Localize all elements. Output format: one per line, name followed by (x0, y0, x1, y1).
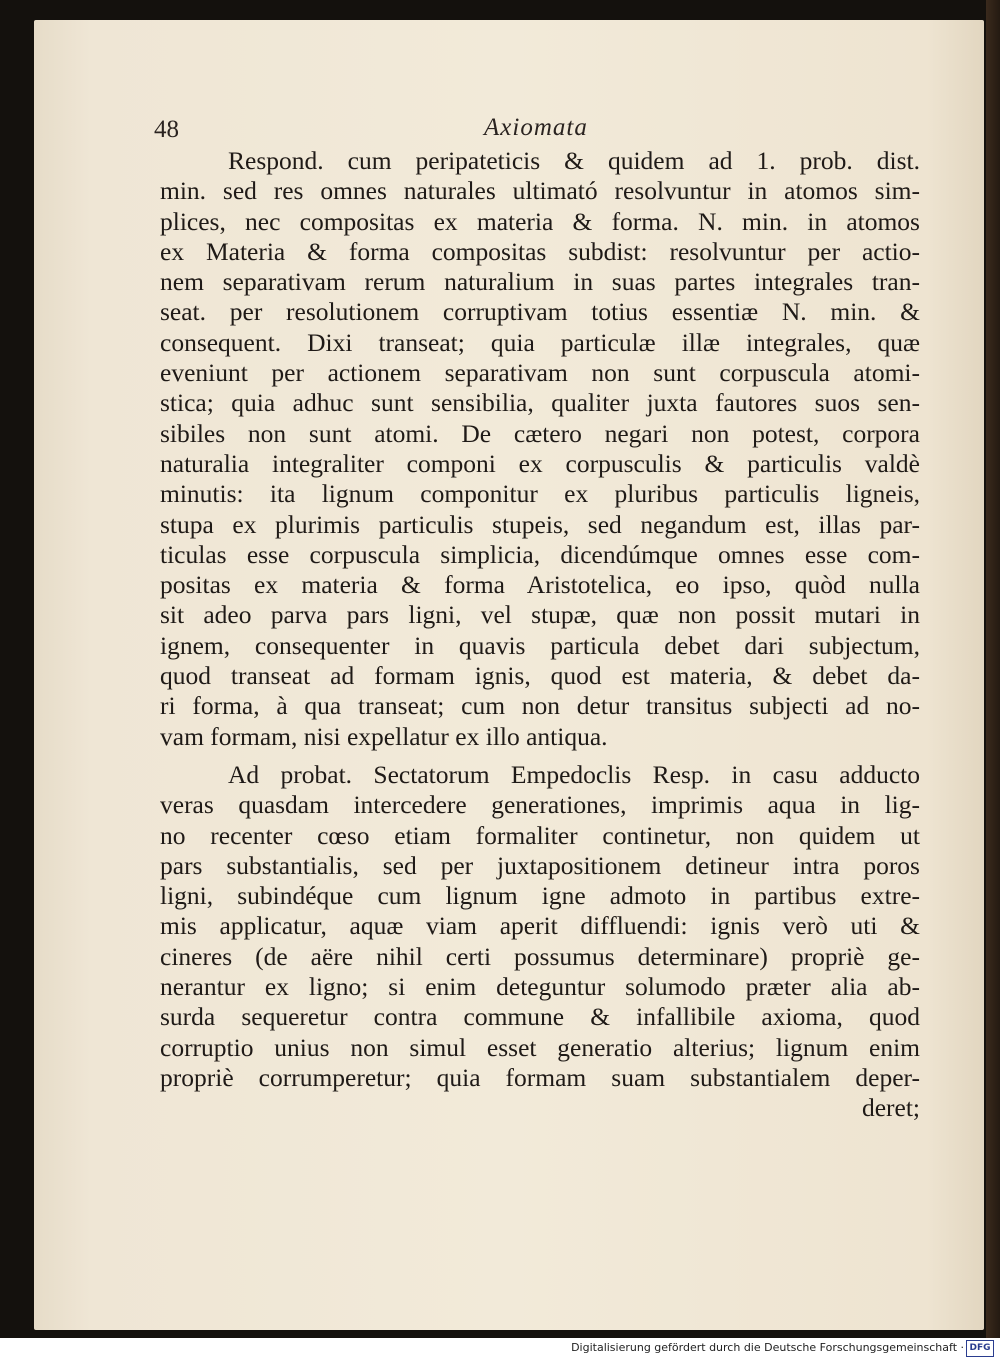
text-line: surda sequeretur contra commune & infallibile axioma, quod (160, 1002, 920, 1032)
text-line: veras quasdam intercedere generationes, imprimis aqua in lig- (160, 790, 920, 820)
text-line: ligni, subindéque cum lignum igne admoto in partibus extre- (160, 881, 920, 911)
body-text (160, 146, 920, 1124)
text-line: consequent. Dixi transeat; quia particulæ illæ integrales, quæ (160, 327, 920, 357)
running-head: Axiomata (484, 114, 588, 141)
text-line: ignem, consequenter in quavis particula debet dari subjectum, (160, 630, 920, 660)
text-line: eveniunt per actionem separativam non sunt corpuscula atomi- (160, 358, 920, 388)
dfg-logo-icon[interactable]: DFG (966, 1340, 994, 1357)
text-line: quod transeat ad formam ignis, quod est materia, & debet da- (160, 661, 920, 691)
text-line: corruptio unius non simul esset generatio alterius; lignum enim (160, 1032, 920, 1062)
text-line: seat. per resolutionem corruptivam totius essentiæ N. min. & (160, 297, 920, 327)
text-line: mis applicatur, aquæ viam aperit diffluendi: ignis verò uti & (160, 911, 920, 941)
text-line: cineres (de aëre nihil certi possumus determinare) propriè ge- (160, 941, 920, 971)
text-line: positas ex materia & forma Aristotelica, eo ipso, quòd nulla (160, 570, 920, 600)
text-line: pars substantialis, sed per juxtapositionem detineur intra poros (160, 850, 920, 880)
text-line: ri forma, à qua transeat; cum non detur transitus subjecti ad no- (160, 691, 920, 721)
text-line: vam formam, nisi expellatur ex illo antiqua. (160, 721, 608, 751)
text-line: ticulas esse corpuscula simplicia, dicendúmque omnes esse com- (160, 539, 920, 569)
text-line: sibiles non sunt atomi. De cætero negari non potest, corpora (160, 418, 920, 448)
text-line: min. sed res omnes naturales ultimató resolvuntur in atomos sim- (160, 176, 920, 206)
catchword: deret; (861, 1093, 920, 1123)
text-line: sit adeo parva pars ligni, vel stupæ, quæ non possit mutari in (160, 600, 920, 630)
text-line: nerantur ex ligno; si enim deteguntur solumodo præter alia ab- (160, 972, 920, 1002)
text-line: stupa ex plurimis particulis stupeis, sed negandum est, illas par- (160, 509, 920, 539)
text-line: nem separativam rerum naturalium in suas partes integrales tran- (160, 267, 920, 297)
text-line: stica; quia adhuc sunt sensibilia, qualiter juxta fautores suos sen- (160, 388, 920, 418)
text-line: Respond. cum peripateticis & quidem ad 1. prob. dist. (228, 146, 920, 175)
text-line: naturalia integraliter componi ex corpusculis & particulis valdè (160, 448, 920, 478)
footer-bar (0, 1338, 1000, 1359)
text-line: no recenter cœso etiam formaliter continetur, non quidem ut (160, 820, 920, 850)
text-line: propriè corrumperetur; quia formam suam substantialem deper- (160, 1062, 920, 1092)
text-line: plices, nec compositas ex materia & forma. N. min. in atomos (160, 206, 920, 236)
paragraph-gap (160, 752, 920, 760)
page-number: 48 (154, 116, 179, 143)
text-line: Ad probat. Sectatorum Empedoclis Resp. in casu adducto (228, 759, 920, 789)
funding-credit: Digitalisierung gefördert durch die Deutsche Forschungsgemeinschaft · (571, 1341, 964, 1354)
text-line: ex Materia & forma compositas subdist: resolvuntur per actio- (160, 236, 920, 266)
text-line: minutis: ita lignum componitur ex pluribus particulis ligneis, (160, 479, 920, 509)
book-binding-edge (986, 0, 1000, 1338)
